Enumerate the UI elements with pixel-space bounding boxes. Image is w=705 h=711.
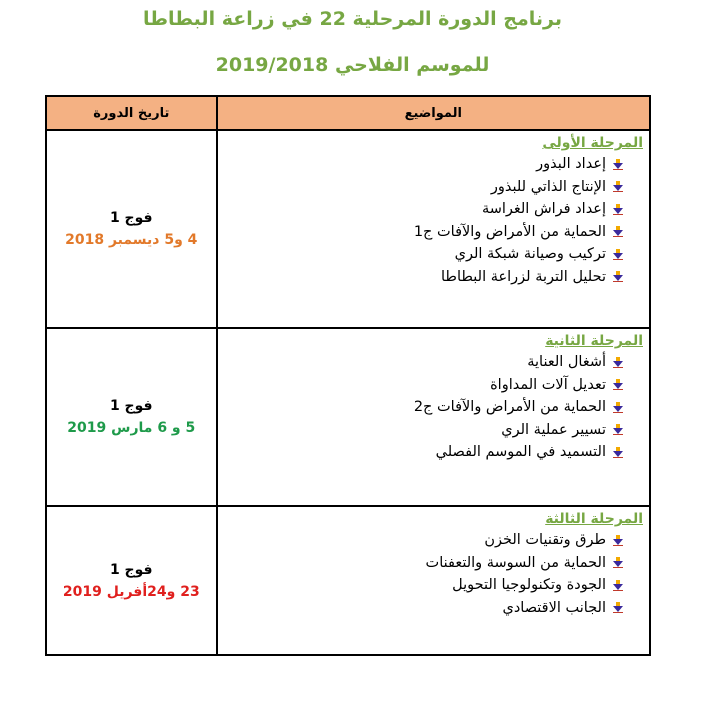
- arrow-down-bullet-icon: [613, 159, 623, 170]
- arrow-down-bullet-icon: [613, 602, 623, 613]
- group-label: فوج 1: [109, 210, 153, 226]
- session-date: 23 و24أفريل 2019: [62, 583, 200, 600]
- topic-label: تركيب وصيانة شبكة الري: [454, 246, 606, 262]
- topic-item: [218, 351, 623, 374]
- topic-label: أشغال العناية: [527, 354, 606, 370]
- topic-item: [218, 441, 623, 464]
- topic-item: [218, 396, 623, 419]
- stage-title: المرحلة الأولى: [542, 135, 643, 151]
- session-date: 5 و 6 مارس 2019: [67, 420, 196, 436]
- page-subtitle: للموسم الفلاحي 2019/2018: [215, 54, 490, 76]
- topic-item: [218, 198, 623, 221]
- table-header-row: [46, 96, 650, 130]
- date-cell: [46, 328, 217, 506]
- topic-list: [218, 529, 649, 619]
- topic-item: [218, 574, 623, 597]
- arrow-down-bullet-icon: [613, 379, 623, 390]
- arrow-down-bullet-icon: [613, 447, 623, 458]
- topics-cell: [217, 328, 650, 506]
- topic-item: [218, 221, 623, 244]
- topic-label: الحماية من الأمراض والآفات ج1: [413, 223, 606, 240]
- table-row: [46, 328, 650, 506]
- topic-item: [218, 266, 623, 289]
- topic-item: [218, 374, 623, 397]
- topic-item: [218, 419, 623, 442]
- topics-cell: [217, 130, 650, 328]
- arrow-down-bullet-icon: [613, 204, 623, 215]
- topic-label: الحماية من السوسة والتعفنات: [425, 554, 606, 571]
- arrow-down-bullet-icon: [613, 424, 623, 435]
- arrow-down-bullet-icon: [613, 181, 623, 192]
- topics-cell: [217, 506, 650, 655]
- topic-item: [218, 529, 623, 552]
- group-label: فوج 1: [109, 561, 153, 578]
- program-table: [45, 95, 651, 656]
- arrow-down-bullet-icon: [613, 557, 623, 568]
- arrow-down-bullet-icon: [613, 580, 623, 591]
- topic-list: [218, 153, 649, 288]
- arrow-down-bullet-icon: [613, 271, 623, 282]
- topic-item: [218, 597, 623, 620]
- topic-label: تسيير عملية الري: [501, 421, 606, 438]
- topic-item: [218, 243, 623, 266]
- topic-label: تحليل التربة لزراعة البطاطا: [441, 268, 606, 285]
- arrow-down-bullet-icon: [613, 357, 623, 368]
- session-date: 4 و5 ديسمبر 2018: [65, 232, 198, 248]
- stage-title: المرحلة الثانية: [545, 333, 643, 349]
- arrow-down-bullet-icon: [613, 535, 623, 546]
- topic-item: [218, 176, 623, 199]
- page-title: برنامج الدورة المرحلية 22 في زراعة البطاطا: [143, 8, 562, 30]
- arrow-down-bullet-icon: [613, 249, 623, 260]
- table-row: [46, 130, 650, 328]
- dates-header: تاريخ الدورة: [46, 96, 217, 130]
- group-label: فوج 1: [109, 398, 153, 414]
- topic-label: طرق وتقنيات الخزن: [484, 532, 606, 548]
- topic-label: إعداد البذور: [536, 156, 606, 172]
- topic-label: الحماية من الأمراض والآفات ج2: [413, 399, 606, 415]
- topic-list: [218, 351, 649, 464]
- topic-item: [218, 552, 623, 575]
- arrow-down-bullet-icon: [613, 402, 623, 413]
- topic-label: إعداد فراش الغراسة: [481, 201, 606, 217]
- topic-label: الإنتاج الذاتي للبذور: [490, 178, 606, 195]
- stage-title: المرحلة الثالثة: [545, 511, 643, 527]
- topic-label: الجودة وتكنولوجيا التحويل: [452, 577, 606, 593]
- topic-item: [218, 153, 623, 176]
- topic-label: الجانب الاقتصادي: [502, 599, 606, 616]
- arrow-down-bullet-icon: [613, 226, 623, 237]
- topics-header: المواضيع: [217, 96, 650, 130]
- topic-label: التسميد في الموسم الفصلي: [435, 444, 606, 460]
- topic-label: تعديل آلات المداواة: [490, 376, 606, 393]
- date-cell: [46, 130, 217, 328]
- table-row: [46, 506, 650, 655]
- date-cell: [46, 506, 217, 655]
